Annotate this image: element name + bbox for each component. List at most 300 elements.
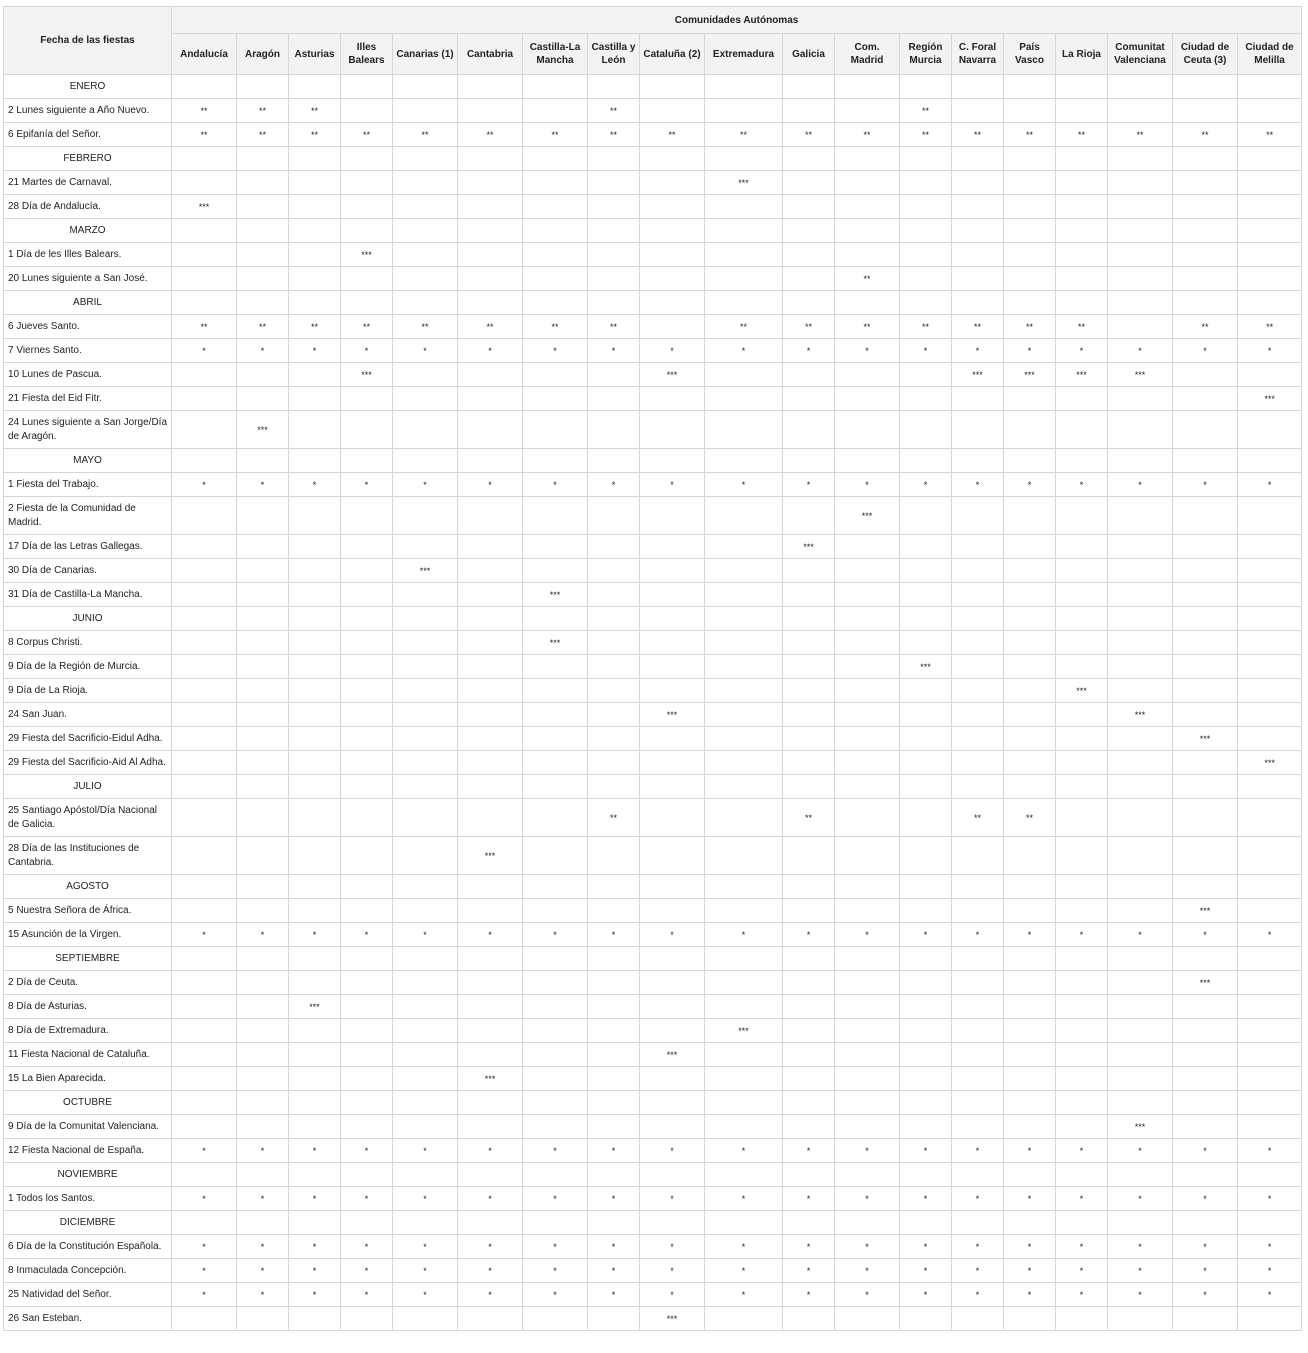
holiday-mark	[783, 971, 835, 995]
holiday-mark	[952, 559, 1004, 583]
holiday-row	[4, 497, 1302, 535]
empty-cell	[705, 449, 783, 473]
column-header-line: Castilla-La	[529, 42, 581, 53]
column-header-line: Castilla y	[591, 42, 636, 53]
holiday-mark: *	[705, 1259, 783, 1283]
holiday-mark	[952, 971, 1004, 995]
holiday-mark	[705, 1067, 783, 1091]
holiday-mark: ***	[393, 559, 458, 583]
holiday-mark	[1056, 995, 1108, 1019]
holiday-mark: ***	[341, 243, 393, 267]
empty-cell	[835, 875, 900, 899]
empty-cell	[341, 607, 393, 631]
holiday-mark	[783, 195, 835, 219]
month-row	[4, 291, 1302, 315]
month-label: MAYO	[4, 449, 172, 473]
holiday-mark	[588, 837, 640, 875]
holiday-mark: *	[237, 339, 289, 363]
empty-cell	[393, 875, 458, 899]
empty-cell	[1238, 291, 1302, 315]
holiday-mark	[783, 995, 835, 1019]
holiday-mark: *	[393, 1259, 458, 1283]
holiday-mark	[952, 727, 1004, 751]
empty-cell	[1108, 75, 1173, 99]
holiday-mark	[588, 267, 640, 291]
holiday-mark	[341, 899, 393, 923]
holiday-mark	[172, 899, 237, 923]
holiday-mark	[705, 971, 783, 995]
holiday-name: 28 Día de las Instituciones de Cantabria.	[4, 837, 172, 875]
holiday-mark	[523, 535, 588, 559]
empty-cell	[341, 147, 393, 171]
holiday-mark	[1056, 243, 1108, 267]
holiday-mark	[1056, 99, 1108, 123]
holiday-mark: *	[341, 1259, 393, 1283]
holiday-mark: *	[900, 1187, 952, 1211]
holiday-name: 20 Lunes siguiente a San José.	[4, 267, 172, 291]
empty-cell	[835, 75, 900, 99]
holiday-mark: *	[588, 1187, 640, 1211]
holiday-mark	[523, 559, 588, 583]
holiday-mark: **	[588, 99, 640, 123]
empty-cell	[588, 1163, 640, 1187]
holiday-mark: *	[172, 1259, 237, 1283]
holiday-mark	[172, 583, 237, 607]
holiday-mark	[289, 703, 341, 727]
holiday-row	[4, 195, 1302, 219]
month-row	[4, 219, 1302, 243]
holiday-mark: **	[341, 315, 393, 339]
holiday-mark	[393, 655, 458, 679]
holiday-mark	[237, 535, 289, 559]
empty-cell	[341, 947, 393, 971]
holiday-name: 24 Lunes siguiente a San Jorge/Día de Aragón.	[4, 411, 172, 449]
holiday-mark	[1108, 171, 1173, 195]
holiday-mark	[588, 703, 640, 727]
holiday-mark	[783, 411, 835, 449]
holiday-name: 2 Día de Ceuta.	[4, 971, 172, 995]
empty-cell	[900, 607, 952, 631]
holiday-mark	[783, 243, 835, 267]
holiday-mark	[341, 727, 393, 751]
holiday-mark	[341, 679, 393, 703]
empty-cell	[705, 607, 783, 631]
holiday-mark	[952, 655, 1004, 679]
holiday-mark	[1056, 631, 1108, 655]
empty-cell	[341, 291, 393, 315]
holiday-mark: *	[835, 1283, 900, 1307]
empty-cell	[952, 1211, 1004, 1235]
holiday-row	[4, 1067, 1302, 1091]
holiday-mark	[341, 631, 393, 655]
holiday-mark: **	[952, 315, 1004, 339]
empty-cell	[458, 1163, 523, 1187]
empty-cell	[1056, 607, 1108, 631]
holiday-mark	[1004, 751, 1056, 775]
holiday-mark	[458, 99, 523, 123]
holiday-mark	[172, 1307, 237, 1331]
holiday-mark	[289, 535, 341, 559]
holiday-mark	[1108, 99, 1173, 123]
holiday-mark	[588, 1043, 640, 1067]
holiday-mark: *	[835, 339, 900, 363]
month-label: AGOSTO	[4, 875, 172, 899]
holiday-mark	[588, 1019, 640, 1043]
holiday-mark	[172, 655, 237, 679]
holiday-mark	[1004, 899, 1056, 923]
holiday-mark: *	[952, 923, 1004, 947]
holiday-mark: ***	[705, 171, 783, 195]
empty-cell	[640, 147, 705, 171]
holiday-mark: *	[1238, 923, 1302, 947]
holiday-mark	[172, 837, 237, 875]
holiday-mark: **	[458, 123, 523, 147]
holiday-mark: *	[835, 1139, 900, 1163]
holiday-row	[4, 1235, 1302, 1259]
holiday-mark: **	[1173, 123, 1238, 147]
holiday-name: 11 Fiesta Nacional de Cataluña.	[4, 1043, 172, 1067]
holiday-mark	[289, 655, 341, 679]
empty-cell	[783, 1091, 835, 1115]
holiday-name: 25 Santiago Apóstol/Día Nacional de Galicia.	[4, 799, 172, 837]
holiday-mark	[1238, 99, 1302, 123]
holiday-row	[4, 1019, 1302, 1043]
holiday-name: 25 Natividad del Señor.	[4, 1283, 172, 1307]
holiday-mark	[640, 751, 705, 775]
holiday-mark	[393, 727, 458, 751]
holiday-mark	[237, 679, 289, 703]
holiday-mark: **	[172, 315, 237, 339]
empty-cell	[705, 1091, 783, 1115]
empty-cell	[835, 291, 900, 315]
holiday-mark	[952, 1067, 1004, 1091]
holiday-mark: *	[289, 1283, 341, 1307]
column-header	[523, 34, 588, 75]
holiday-mark: *	[705, 1235, 783, 1259]
holiday-mark	[640, 583, 705, 607]
column-header	[1108, 34, 1173, 75]
empty-cell	[1108, 291, 1173, 315]
holiday-mark: ***	[1056, 363, 1108, 387]
holiday-mark	[835, 703, 900, 727]
holiday-mark	[458, 751, 523, 775]
holiday-mark: ***	[1108, 363, 1173, 387]
holiday-row	[4, 1115, 1302, 1139]
holiday-mark	[900, 535, 952, 559]
empty-cell	[289, 75, 341, 99]
holiday-mark	[1173, 559, 1238, 583]
holiday-mark: *	[237, 1187, 289, 1211]
holiday-mark	[705, 679, 783, 703]
holiday-mark	[1238, 497, 1302, 535]
holiday-mark: **	[523, 123, 588, 147]
holiday-mark	[1004, 971, 1056, 995]
holiday-mark: *	[1108, 1283, 1173, 1307]
holiday-mark	[1056, 837, 1108, 875]
holiday-mark	[1173, 995, 1238, 1019]
holiday-mark	[237, 559, 289, 583]
holiday-mark: *	[393, 339, 458, 363]
holiday-mark	[1173, 1043, 1238, 1067]
holiday-mark	[393, 363, 458, 387]
holiday-mark	[640, 899, 705, 923]
holiday-mark	[393, 195, 458, 219]
holiday-mark	[588, 559, 640, 583]
holiday-mark	[1056, 267, 1108, 291]
holiday-mark	[237, 195, 289, 219]
empty-cell	[172, 607, 237, 631]
column-header	[705, 34, 783, 75]
holiday-mark	[458, 799, 523, 837]
month-row	[4, 947, 1302, 971]
holiday-mark	[1238, 559, 1302, 583]
holiday-mark	[1173, 837, 1238, 875]
holiday-mark	[640, 1067, 705, 1091]
holiday-mark	[289, 363, 341, 387]
holiday-mark: *	[1173, 1139, 1238, 1163]
holiday-mark	[289, 243, 341, 267]
holiday-mark	[783, 837, 835, 875]
holiday-mark: *	[458, 473, 523, 497]
empty-cell	[1056, 147, 1108, 171]
empty-cell	[393, 449, 458, 473]
holiday-mark: *	[172, 1139, 237, 1163]
holiday-mark	[705, 535, 783, 559]
holiday-mark	[835, 655, 900, 679]
empty-cell	[523, 1163, 588, 1187]
holiday-mark: **	[783, 123, 835, 147]
holiday-mark	[237, 243, 289, 267]
holiday-mark	[783, 363, 835, 387]
holiday-mark	[341, 1307, 393, 1331]
column-header-line: Región	[908, 42, 943, 53]
holiday-mark	[523, 655, 588, 679]
holiday-mark	[900, 583, 952, 607]
empty-cell	[1004, 875, 1056, 899]
empty-cell	[588, 875, 640, 899]
holiday-mark	[1004, 387, 1056, 411]
month-row	[4, 1211, 1302, 1235]
column-header-line: Mancha	[536, 55, 574, 66]
holiday-mark: *	[640, 923, 705, 947]
holiday-mark	[705, 267, 783, 291]
holiday-mark	[1173, 679, 1238, 703]
holiday-mark	[237, 799, 289, 837]
empty-cell	[705, 1211, 783, 1235]
holiday-mark: *	[835, 1187, 900, 1211]
holiday-mark	[1108, 1307, 1173, 1331]
holiday-mark	[172, 1043, 237, 1067]
holiday-mark	[341, 1019, 393, 1043]
holiday-name: 31 Día de Castilla-La Mancha.	[4, 583, 172, 607]
holiday-mark: **	[1004, 315, 1056, 339]
holiday-mark	[640, 387, 705, 411]
holiday-mark: *	[1056, 1187, 1108, 1211]
empty-cell	[705, 947, 783, 971]
empty-cell	[237, 291, 289, 315]
holiday-mark	[1056, 1307, 1108, 1331]
holiday-mark	[900, 243, 952, 267]
holiday-mark	[900, 899, 952, 923]
holiday-mark	[1108, 1019, 1173, 1043]
holiday-mark: ***	[237, 411, 289, 449]
empty-cell	[1173, 147, 1238, 171]
empty-cell	[1173, 449, 1238, 473]
holiday-mark: **	[1238, 123, 1302, 147]
holiday-mark	[523, 411, 588, 449]
holiday-mark	[1108, 243, 1173, 267]
holiday-mark	[1004, 497, 1056, 535]
holiday-mark	[1238, 171, 1302, 195]
holiday-mark: **	[341, 123, 393, 147]
empty-cell	[705, 75, 783, 99]
holiday-mark	[341, 267, 393, 291]
empty-cell	[1056, 291, 1108, 315]
holiday-mark	[835, 631, 900, 655]
holiday-mark	[640, 195, 705, 219]
holiday-mark: *	[640, 1235, 705, 1259]
holiday-mark	[783, 727, 835, 751]
column-header-line: Canarias (1)	[396, 48, 454, 60]
holiday-mark: *	[783, 1283, 835, 1307]
holiday-mark	[1056, 799, 1108, 837]
holiday-mark: *	[523, 1283, 588, 1307]
holiday-mark	[1004, 1115, 1056, 1139]
month-label: SEPTIEMBRE	[4, 947, 172, 971]
holiday-mark: *	[705, 473, 783, 497]
holiday-mark: *	[172, 923, 237, 947]
holiday-mark: *	[1173, 339, 1238, 363]
empty-cell	[289, 449, 341, 473]
empty-cell	[705, 147, 783, 171]
holiday-mark: **	[1056, 123, 1108, 147]
holiday-mark	[1004, 631, 1056, 655]
empty-cell	[952, 219, 1004, 243]
holiday-mark: ***	[1108, 703, 1173, 727]
holiday-mark: *	[900, 1283, 952, 1307]
holiday-mark	[900, 727, 952, 751]
empty-cell	[341, 775, 393, 799]
holiday-mark	[1056, 899, 1108, 923]
empty-cell	[1238, 875, 1302, 899]
holiday-mark	[900, 363, 952, 387]
holiday-mark	[458, 535, 523, 559]
holiday-mark	[1108, 971, 1173, 995]
holiday-mark: *	[1004, 1139, 1056, 1163]
empty-cell	[1056, 75, 1108, 99]
holiday-mark	[341, 535, 393, 559]
column-header-line: Melilla	[1254, 55, 1285, 66]
holiday-row	[4, 899, 1302, 923]
empty-cell	[783, 449, 835, 473]
holiday-mark	[900, 1115, 952, 1139]
column-header-line: Ciudad de	[1180, 42, 1230, 53]
empty-cell	[1238, 147, 1302, 171]
holiday-mark	[1004, 99, 1056, 123]
holiday-mark	[458, 703, 523, 727]
empty-cell	[458, 219, 523, 243]
holiday-mark	[341, 583, 393, 607]
month-label: OCTUBRE	[4, 1091, 172, 1115]
empty-cell	[172, 291, 237, 315]
holiday-mark	[588, 1067, 640, 1091]
holiday-mark	[172, 971, 237, 995]
holiday-mark	[1004, 535, 1056, 559]
holiday-row	[4, 583, 1302, 607]
holiday-mark	[1004, 679, 1056, 703]
holiday-mark: *	[341, 1187, 393, 1211]
holiday-mark	[1238, 1307, 1302, 1331]
holiday-mark	[393, 751, 458, 775]
holiday-mark	[900, 1067, 952, 1091]
empty-cell	[237, 449, 289, 473]
empty-cell	[900, 449, 952, 473]
holiday-mark	[1173, 631, 1238, 655]
holiday-mark	[1173, 655, 1238, 679]
empty-cell	[1004, 1091, 1056, 1115]
holiday-mark	[835, 751, 900, 775]
holiday-mark: *	[341, 1235, 393, 1259]
holiday-mark: *	[1173, 1259, 1238, 1283]
empty-cell	[172, 875, 237, 899]
empty-cell	[172, 775, 237, 799]
holiday-mark	[588, 583, 640, 607]
holiday-mark	[640, 655, 705, 679]
holiday-mark	[1238, 363, 1302, 387]
empty-cell	[341, 449, 393, 473]
holiday-mark	[1238, 535, 1302, 559]
holiday-name: 6 Jueves Santo.	[4, 315, 172, 339]
empty-cell	[640, 291, 705, 315]
holiday-mark	[705, 387, 783, 411]
holiday-mark	[1056, 411, 1108, 449]
holiday-mark: *	[237, 1283, 289, 1307]
holiday-mark: ***	[1238, 751, 1302, 775]
holiday-mark	[588, 535, 640, 559]
holiday-mark: **	[835, 315, 900, 339]
holiday-row	[4, 411, 1302, 449]
holiday-mark: *	[458, 339, 523, 363]
holiday-mark	[237, 837, 289, 875]
holiday-mark	[393, 679, 458, 703]
empty-cell	[783, 947, 835, 971]
holiday-mark	[900, 703, 952, 727]
holiday-mark	[900, 837, 952, 875]
holiday-mark: **	[393, 315, 458, 339]
holiday-mark: **	[1173, 315, 1238, 339]
empty-cell	[588, 147, 640, 171]
empty-cell	[237, 1163, 289, 1187]
empty-cell	[1173, 1163, 1238, 1187]
holiday-mark: *	[588, 473, 640, 497]
holiday-mark	[289, 971, 341, 995]
empty-cell	[1238, 1211, 1302, 1235]
holiday-mark	[393, 631, 458, 655]
holiday-row	[4, 1139, 1302, 1163]
holiday-mark: *	[393, 1187, 458, 1211]
holiday-mark: ***	[458, 1067, 523, 1091]
holiday-mark: *	[289, 1235, 341, 1259]
holiday-mark: **	[289, 99, 341, 123]
empty-cell	[835, 449, 900, 473]
holiday-mark	[172, 703, 237, 727]
holiday-name: 17 Día de las Letras Gallegas.	[4, 535, 172, 559]
holiday-mark	[783, 679, 835, 703]
empty-cell	[640, 875, 705, 899]
holiday-mark	[237, 655, 289, 679]
holiday-mark: *	[341, 339, 393, 363]
empty-cell	[1238, 1091, 1302, 1115]
